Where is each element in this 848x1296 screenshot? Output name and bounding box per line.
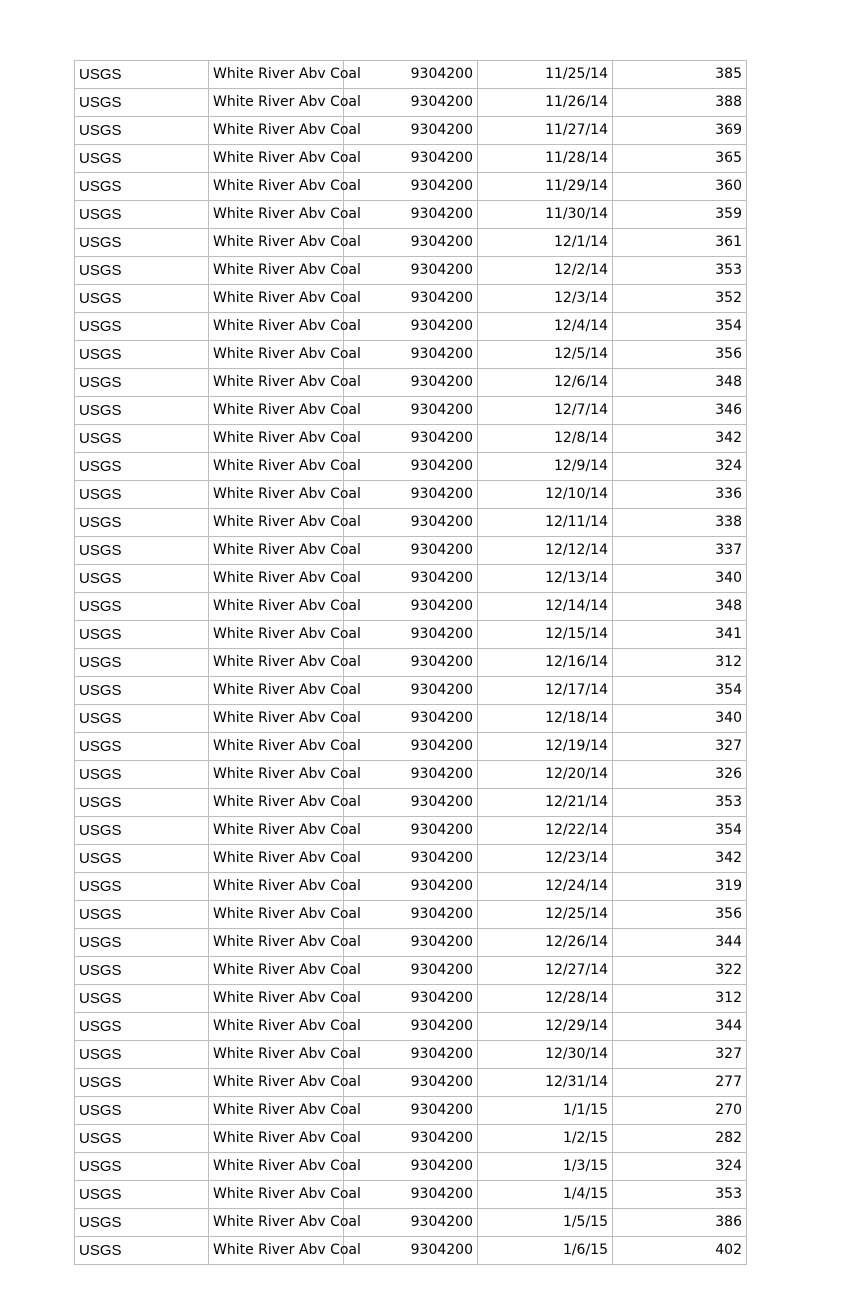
site-number-cell[interactable]: 9304200	[344, 649, 478, 677]
site-name-cell[interactable]: White River Abv Coal	[209, 285, 344, 313]
value-cell[interactable]: 348	[613, 593, 747, 621]
value-cell[interactable]: 341	[613, 621, 747, 649]
agency-cell[interactable]: USGS	[75, 565, 209, 593]
date-cell[interactable]: 12/6/14	[478, 369, 613, 397]
table-row	[75, 1069, 747, 1097]
date-cell[interactable]: 12/2/14	[478, 257, 613, 285]
date-cell[interactable]: 12/24/14	[478, 873, 613, 901]
agency-cell[interactable]: USGS	[75, 145, 209, 173]
table-row	[75, 229, 747, 257]
site-number-cell[interactable]: 9304200	[344, 1125, 478, 1153]
value-cell[interactable]: 344	[613, 1013, 747, 1041]
agency-cell[interactable]: USGS	[75, 901, 209, 929]
value-cell[interactable]: 319	[613, 873, 747, 901]
agency-cell[interactable]: USGS	[75, 985, 209, 1013]
date-cell[interactable]: 11/25/14	[478, 61, 613, 89]
value-cell[interactable]: 338	[613, 509, 747, 537]
site-name-cell[interactable]: White River Abv Coal	[209, 89, 344, 117]
table-row	[75, 173, 747, 201]
agency-cell[interactable]: USGS	[75, 313, 209, 341]
site-name-cell[interactable]: White River Abv Coal	[209, 817, 344, 845]
date-cell[interactable]: 12/5/14	[478, 341, 613, 369]
site-name-cell[interactable]: White River Abv Coal	[209, 425, 344, 453]
date-cell[interactable]: 12/11/14	[478, 509, 613, 537]
value-cell[interactable]: 385	[613, 61, 747, 89]
site-name-cell[interactable]: White River Abv Coal	[209, 1209, 344, 1237]
agency-cell[interactable]: USGS	[75, 509, 209, 537]
value-cell[interactable]: 354	[613, 677, 747, 705]
site-name-cell[interactable]: White River Abv Coal	[209, 789, 344, 817]
agency-cell[interactable]: USGS	[75, 173, 209, 201]
agency-cell[interactable]: USGS	[75, 845, 209, 873]
agency-cell[interactable]: USGS	[75, 453, 209, 481]
site-name-cell[interactable]: White River Abv Coal	[209, 985, 344, 1013]
site-name-cell[interactable]: White River Abv Coal	[209, 341, 344, 369]
site-number-cell[interactable]: 9304200	[344, 425, 478, 453]
value-cell[interactable]: 365	[613, 145, 747, 173]
site-name-cell[interactable]: White River Abv Coal	[209, 621, 344, 649]
table-row	[75, 789, 747, 817]
value-cell[interactable]: 324	[613, 1153, 747, 1181]
value-cell[interactable]: 270	[613, 1097, 747, 1125]
site-number-cell[interactable]: 9304200	[344, 341, 478, 369]
value-cell[interactable]: 386	[613, 1209, 747, 1237]
site-name-cell[interactable]: White River Abv Coal	[209, 1181, 344, 1209]
date-cell[interactable]: 12/30/14	[478, 1041, 613, 1069]
site-number-cell[interactable]: 9304200	[344, 677, 478, 705]
value-cell[interactable]: 356	[613, 341, 747, 369]
site-name-cell[interactable]: White River Abv Coal	[209, 565, 344, 593]
agency-cell[interactable]: USGS	[75, 1097, 209, 1125]
date-cell[interactable]: 1/6/15	[478, 1237, 613, 1265]
date-cell[interactable]: 11/26/14	[478, 89, 613, 117]
agency-cell[interactable]: USGS	[75, 61, 209, 89]
site-number-cell[interactable]: 9304200	[344, 285, 478, 313]
site-number-cell[interactable]: 9304200	[344, 173, 478, 201]
value-cell[interactable]: 360	[613, 173, 747, 201]
value-cell[interactable]: 324	[613, 453, 747, 481]
table-row	[75, 929, 747, 957]
table-row	[75, 873, 747, 901]
data-table	[74, 60, 747, 1265]
table-row	[75, 1181, 747, 1209]
site-name-cell[interactable]: White River Abv Coal	[209, 481, 344, 509]
table-row	[75, 733, 747, 761]
site-number-cell[interactable]: 9304200	[344, 1181, 478, 1209]
date-cell[interactable]: 12/3/14	[478, 285, 613, 313]
table-row	[75, 453, 747, 481]
agency-cell[interactable]: USGS	[75, 1181, 209, 1209]
agency-cell[interactable]: USGS	[75, 957, 209, 985]
date-cell[interactable]: 12/9/14	[478, 453, 613, 481]
agency-cell[interactable]: USGS	[75, 397, 209, 425]
site-number-cell[interactable]: 9304200	[344, 901, 478, 929]
table-row	[75, 397, 747, 425]
site-name-cell[interactable]: White River Abv Coal	[209, 1125, 344, 1153]
site-name-cell[interactable]: White River Abv Coal	[209, 537, 344, 565]
agency-cell[interactable]: USGS	[75, 649, 209, 677]
site-number-cell[interactable]: 9304200	[344, 593, 478, 621]
table-row	[75, 817, 747, 845]
site-number-cell[interactable]: 9304200	[344, 1041, 478, 1069]
table-row	[75, 565, 747, 593]
date-cell[interactable]: 1/5/15	[478, 1209, 613, 1237]
table-row	[75, 509, 747, 537]
date-cell[interactable]: 12/12/14	[478, 537, 613, 565]
value-cell[interactable]: 326	[613, 761, 747, 789]
value-cell[interactable]: 344	[613, 929, 747, 957]
table-row	[75, 621, 747, 649]
site-name-cell[interactable]: White River Abv Coal	[209, 145, 344, 173]
table-row	[75, 425, 747, 453]
agency-cell[interactable]: USGS	[75, 117, 209, 145]
agency-cell[interactable]: USGS	[75, 733, 209, 761]
date-cell[interactable]: 1/4/15	[478, 1181, 613, 1209]
value-cell[interactable]: 340	[613, 705, 747, 733]
agency-cell[interactable]: USGS	[75, 593, 209, 621]
agency-cell[interactable]: USGS	[75, 705, 209, 733]
table-row	[75, 705, 747, 733]
site-name-cell[interactable]: White River Abv Coal	[209, 677, 344, 705]
date-cell[interactable]: 12/20/14	[478, 761, 613, 789]
site-name-cell[interactable]: White River Abv Coal	[209, 1097, 344, 1125]
table-row	[75, 1237, 747, 1265]
site-name-cell[interactable]: White River Abv Coal	[209, 593, 344, 621]
site-number-cell[interactable]: 9304200	[344, 397, 478, 425]
value-cell[interactable]: 388	[613, 89, 747, 117]
table-row	[75, 1041, 747, 1069]
value-cell[interactable]: 346	[613, 397, 747, 425]
site-name-cell[interactable]: White River Abv Coal	[209, 705, 344, 733]
agency-cell[interactable]: USGS	[75, 1153, 209, 1181]
site-name-cell[interactable]: White River Abv Coal	[209, 1069, 344, 1097]
date-cell[interactable]: 12/1/14	[478, 229, 613, 257]
date-cell[interactable]: 11/28/14	[478, 145, 613, 173]
table-row	[75, 201, 747, 229]
site-name-cell[interactable]: White River Abv Coal	[209, 733, 344, 761]
agency-cell[interactable]: USGS	[75, 341, 209, 369]
value-cell[interactable]: 356	[613, 901, 747, 929]
site-name-cell[interactable]: White River Abv Coal	[209, 453, 344, 481]
agency-cell[interactable]: USGS	[75, 761, 209, 789]
date-cell[interactable]: 1/1/15	[478, 1097, 613, 1125]
date-cell[interactable]: 11/27/14	[478, 117, 613, 145]
table-row	[75, 285, 747, 313]
agency-cell[interactable]: USGS	[75, 817, 209, 845]
agency-cell[interactable]: USGS	[75, 425, 209, 453]
site-number-cell[interactable]: 9304200	[344, 1097, 478, 1125]
value-cell[interactable]: 336	[613, 481, 747, 509]
agency-cell[interactable]: USGS	[75, 929, 209, 957]
site-number-cell[interactable]: 9304200	[344, 985, 478, 1013]
date-cell[interactable]: 12/18/14	[478, 705, 613, 733]
site-name-cell[interactable]: White River Abv Coal	[209, 1237, 344, 1265]
site-number-cell[interactable]: 9304200	[344, 1153, 478, 1181]
table-row	[75, 61, 747, 89]
agency-cell[interactable]: USGS	[75, 1069, 209, 1097]
agency-cell[interactable]: USGS	[75, 257, 209, 285]
site-name-cell[interactable]: White River Abv Coal	[209, 313, 344, 341]
site-number-cell[interactable]: 9304200	[344, 957, 478, 985]
site-number-cell[interactable]: 9304200	[344, 705, 478, 733]
site-name-cell[interactable]: White River Abv Coal	[209, 649, 344, 677]
site-name-cell[interactable]: White River Abv Coal	[209, 1153, 344, 1181]
agency-cell[interactable]: USGS	[75, 89, 209, 117]
agency-cell[interactable]: USGS	[75, 1209, 209, 1237]
table-row	[75, 761, 747, 789]
site-name-cell[interactable]: White River Abv Coal	[209, 201, 344, 229]
value-cell[interactable]: 327	[613, 1041, 747, 1069]
value-cell[interactable]: 312	[613, 649, 747, 677]
site-name-cell[interactable]: White River Abv Coal	[209, 509, 344, 537]
table-row	[75, 957, 747, 985]
site-number-cell[interactable]: 9304200	[344, 481, 478, 509]
agency-cell[interactable]: USGS	[75, 201, 209, 229]
site-name-cell[interactable]: White River Abv Coal	[209, 929, 344, 957]
table-row	[75, 1097, 747, 1125]
table-row	[75, 677, 747, 705]
table-row	[75, 313, 747, 341]
date-cell[interactable]: 12/21/14	[478, 789, 613, 817]
date-cell[interactable]: 1/3/15	[478, 1153, 613, 1181]
value-cell[interactable]: 354	[613, 313, 747, 341]
site-number-cell[interactable]: 9304200	[344, 817, 478, 845]
agency-cell[interactable]: USGS	[75, 285, 209, 313]
value-cell[interactable]: 354	[613, 817, 747, 845]
site-number-cell[interactable]: 9304200	[344, 537, 478, 565]
value-cell[interactable]: 337	[613, 537, 747, 565]
site-number-cell[interactable]: 9304200	[344, 1069, 478, 1097]
date-cell[interactable]: 12/14/14	[478, 593, 613, 621]
site-number-cell[interactable]: 9304200	[344, 1013, 478, 1041]
site-number-cell[interactable]: 9304200	[344, 761, 478, 789]
value-cell[interactable]: 361	[613, 229, 747, 257]
site-name-cell[interactable]: White River Abv Coal	[209, 873, 344, 901]
agency-cell[interactable]: USGS	[75, 369, 209, 397]
site-number-cell[interactable]: 9304200	[344, 453, 478, 481]
value-cell[interactable]: 402	[613, 1237, 747, 1265]
agency-cell[interactable]: USGS	[75, 537, 209, 565]
site-number-cell[interactable]: 9304200	[344, 229, 478, 257]
date-cell[interactable]: 11/29/14	[478, 173, 613, 201]
table-row	[75, 481, 747, 509]
table-row	[75, 89, 747, 117]
table-row	[75, 593, 747, 621]
site-number-cell[interactable]: 9304200	[344, 61, 478, 89]
date-cell[interactable]: 12/13/14	[478, 565, 613, 593]
site-name-cell[interactable]: White River Abv Coal	[209, 229, 344, 257]
table-row	[75, 117, 747, 145]
site-number-cell[interactable]: 9304200	[344, 565, 478, 593]
table-row	[75, 649, 747, 677]
site-name-cell[interactable]: White River Abv Coal	[209, 397, 344, 425]
site-name-cell[interactable]: White River Abv Coal	[209, 257, 344, 285]
date-cell[interactable]: 12/28/14	[478, 985, 613, 1013]
site-number-cell[interactable]: 9304200	[344, 201, 478, 229]
table-row	[75, 369, 747, 397]
date-cell[interactable]: 12/31/14	[478, 1069, 613, 1097]
site-name-cell[interactable]: White River Abv Coal	[209, 369, 344, 397]
table-row	[75, 845, 747, 873]
agency-cell[interactable]: USGS	[75, 1013, 209, 1041]
date-cell[interactable]: 12/4/14	[478, 313, 613, 341]
date-cell[interactable]: 12/26/14	[478, 929, 613, 957]
value-cell[interactable]: 342	[613, 845, 747, 873]
site-name-cell[interactable]: White River Abv Coal	[209, 845, 344, 873]
site-name-cell[interactable]: White River Abv Coal	[209, 1013, 344, 1041]
agency-cell[interactable]: USGS	[75, 1125, 209, 1153]
table-row	[75, 1153, 747, 1181]
table-row	[75, 537, 747, 565]
date-cell[interactable]: 12/17/14	[478, 677, 613, 705]
date-cell[interactable]: 12/27/14	[478, 957, 613, 985]
date-cell[interactable]: 12/29/14	[478, 1013, 613, 1041]
table-row	[75, 1125, 747, 1153]
site-number-cell[interactable]: 9304200	[344, 1209, 478, 1237]
site-name-cell[interactable]: White River Abv Coal	[209, 901, 344, 929]
table-row	[75, 145, 747, 173]
site-number-cell[interactable]: 9304200	[344, 89, 478, 117]
table-row	[75, 1209, 747, 1237]
value-cell[interactable]: 352	[613, 285, 747, 313]
value-cell[interactable]: 348	[613, 369, 747, 397]
site-number-cell[interactable]: 9304200	[344, 789, 478, 817]
date-cell[interactable]: 12/25/14	[478, 901, 613, 929]
site-name-cell[interactable]: White River Abv Coal	[209, 117, 344, 145]
date-cell[interactable]: 12/23/14	[478, 845, 613, 873]
date-cell[interactable]: 12/19/14	[478, 733, 613, 761]
table-row	[75, 341, 747, 369]
value-cell[interactable]: 353	[613, 1181, 747, 1209]
site-number-cell[interactable]: 9304200	[344, 873, 478, 901]
date-cell[interactable]: 12/8/14	[478, 425, 613, 453]
value-cell[interactable]: 277	[613, 1069, 747, 1097]
agency-cell[interactable]: USGS	[75, 1041, 209, 1069]
value-cell[interactable]: 353	[613, 789, 747, 817]
value-cell[interactable]: 369	[613, 117, 747, 145]
site-name-cell[interactable]: White River Abv Coal	[209, 61, 344, 89]
date-cell[interactable]: 12/10/14	[478, 481, 613, 509]
date-cell[interactable]: 12/15/14	[478, 621, 613, 649]
value-cell[interactable]: 327	[613, 733, 747, 761]
table-row	[75, 901, 747, 929]
agency-cell[interactable]: USGS	[75, 1237, 209, 1265]
table-row	[75, 985, 747, 1013]
date-cell[interactable]: 12/7/14	[478, 397, 613, 425]
site-number-cell[interactable]: 9304200	[344, 1237, 478, 1265]
agency-cell[interactable]: USGS	[75, 677, 209, 705]
agency-cell[interactable]: USGS	[75, 229, 209, 257]
site-number-cell[interactable]: 9304200	[344, 369, 478, 397]
site-number-cell[interactable]: 9304200	[344, 117, 478, 145]
site-number-cell[interactable]: 9304200	[344, 257, 478, 285]
table-body	[75, 61, 747, 1265]
site-number-cell[interactable]: 9304200	[344, 929, 478, 957]
site-number-cell[interactable]: 9304200	[344, 845, 478, 873]
value-cell[interactable]: 359	[613, 201, 747, 229]
site-number-cell[interactable]: 9304200	[344, 621, 478, 649]
site-name-cell[interactable]: White River Abv Coal	[209, 1041, 344, 1069]
date-cell[interactable]: 11/30/14	[478, 201, 613, 229]
value-cell[interactable]: 282	[613, 1125, 747, 1153]
table-row	[75, 257, 747, 285]
agency-cell[interactable]: USGS	[75, 873, 209, 901]
agency-cell[interactable]: USGS	[75, 481, 209, 509]
value-cell[interactable]: 312	[613, 985, 747, 1013]
table-row	[75, 1013, 747, 1041]
site-number-cell[interactable]: 9304200	[344, 733, 478, 761]
site-number-cell[interactable]: 9304200	[344, 509, 478, 537]
value-cell[interactable]: 340	[613, 565, 747, 593]
site-name-cell[interactable]: White River Abv Coal	[209, 957, 344, 985]
date-cell[interactable]: 12/22/14	[478, 817, 613, 845]
site-number-cell[interactable]: 9304200	[344, 313, 478, 341]
site-name-cell[interactable]: White River Abv Coal	[209, 761, 344, 789]
agency-cell[interactable]: USGS	[75, 621, 209, 649]
date-cell[interactable]: 1/2/15	[478, 1125, 613, 1153]
site-name-cell[interactable]: White River Abv Coal	[209, 173, 344, 201]
value-cell[interactable]: 322	[613, 957, 747, 985]
value-cell[interactable]: 342	[613, 425, 747, 453]
date-cell[interactable]: 12/16/14	[478, 649, 613, 677]
site-number-cell[interactable]: 9304200	[344, 145, 478, 173]
value-cell[interactable]: 353	[613, 257, 747, 285]
agency-cell[interactable]: USGS	[75, 789, 209, 817]
